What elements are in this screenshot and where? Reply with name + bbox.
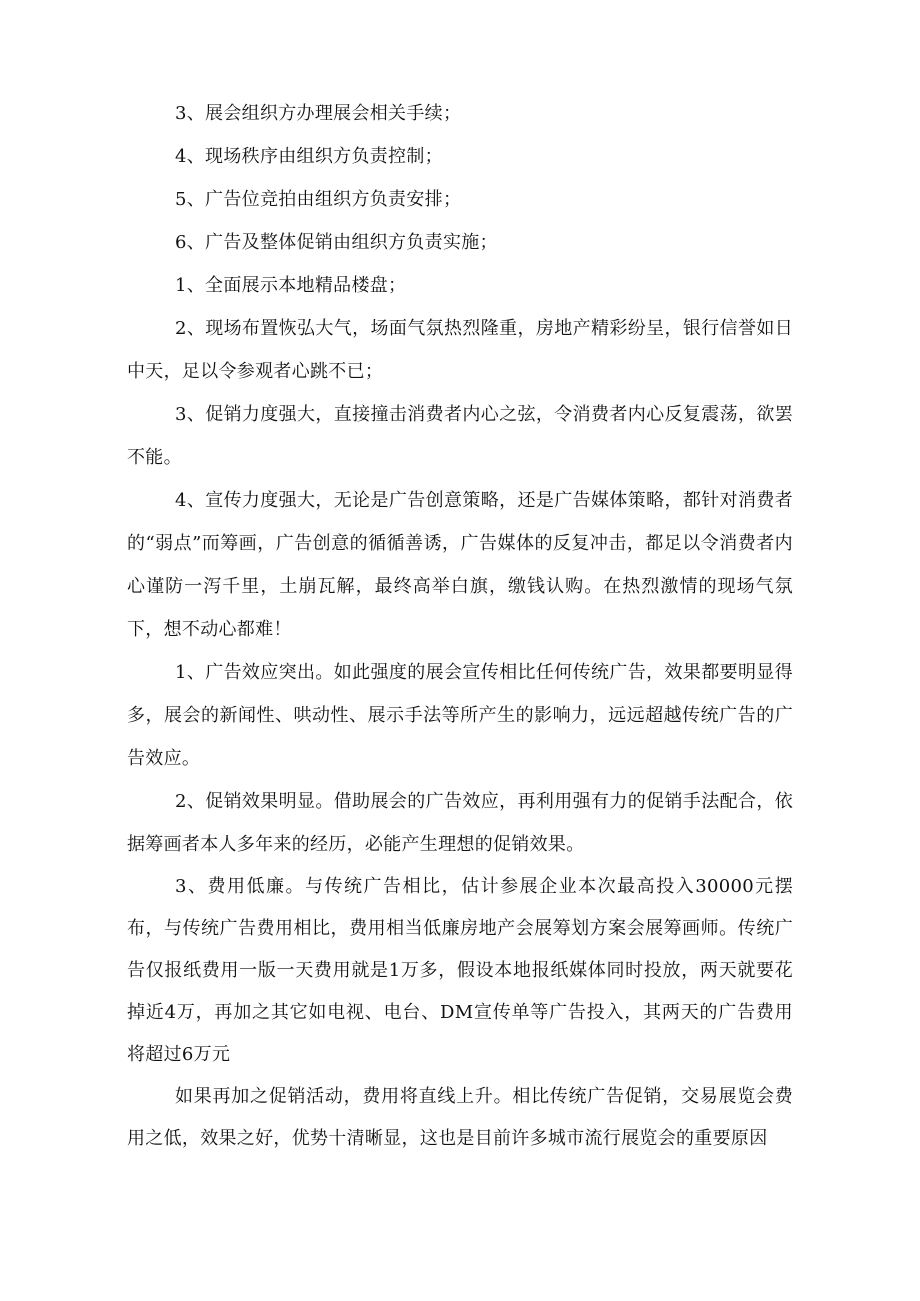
paragraph-advantage-2: 2、促销效果明显。借助展会的广告效应，再利用强有力的促销手法配合，依据筹画者本人多年来的经历，必能产生理想的促销效果。	[127, 791, 793, 855]
paragraph-advantage-1: 1、广告效应突出。如此强度的展会宣传相比任何传统广告，效果都要明显得多，展会的新闻性、哄动性、展示手法等所产生的影响力，远远超越传统广告的广告效应。	[127, 662, 793, 769]
paragraph-showcase-3: 3、促销力度强大，直接撞击消费者内心之弦，令消费者内心反复震荡，欲罢不能。	[127, 404, 793, 468]
paragraph-item-6: 6、广告及整体促销由组织方负责实施；	[175, 232, 498, 253]
paragraph-conclusion: 如果再加之促销活动，费用将直线上升。相比传统广告促销，交易展览会费用之低，效果之好，优势十清晰显，这也是目前许多城市流行展览会的重要原因	[127, 1086, 793, 1149]
paragraph-advantage-3: 3、费用低廉。与传统广告相比，估计参展企业本次最高投入30000元摆布，与传统广告费用相比，费用相当低廉房地产会展筹划方案会展筹画师。传统广告仅报纸费用一版一天费用就是1万多，假设本地报纸媒体同时投放，两天就要花掉近4万，再加之其它如电视、电台、DM宣传单等广告投入，其两天的广告费用将超过6万元	[127, 876, 793, 1065]
paragraph-item-5: 5、广告位竞拍由组织方负责安排；	[175, 189, 462, 210]
paragraph-showcase-2: 2、现场布置恢弘大气，场面气氛热烈隆重，房地产精彩纷呈，银行信誉如日中天，足以令参观者心跳不已；	[127, 318, 793, 382]
paragraph-item-4: 4、现场秩序由组织方负责控制；	[175, 146, 443, 167]
document-body	[127, 92, 793, 1160]
paragraph-item-3: 3、展会组织方办理展会相关手续；	[175, 103, 462, 124]
paragraph-showcase-1: 1、全面展示本地精品楼盘；	[175, 275, 407, 296]
paragraph-showcase-4: 4、宣传力度强大，无论是广告创意策略，还是广告媒体策略，都针对消费者的“弱点”而筹画，广告创意的循循善诱，广告媒体的反复冲击，都足以令消费者内心谨防一泻千里，土崩瓦解，最终高举白旗，缴钱认购。在热烈激情的现场气氛下，想不动心都难！	[127, 490, 793, 640]
